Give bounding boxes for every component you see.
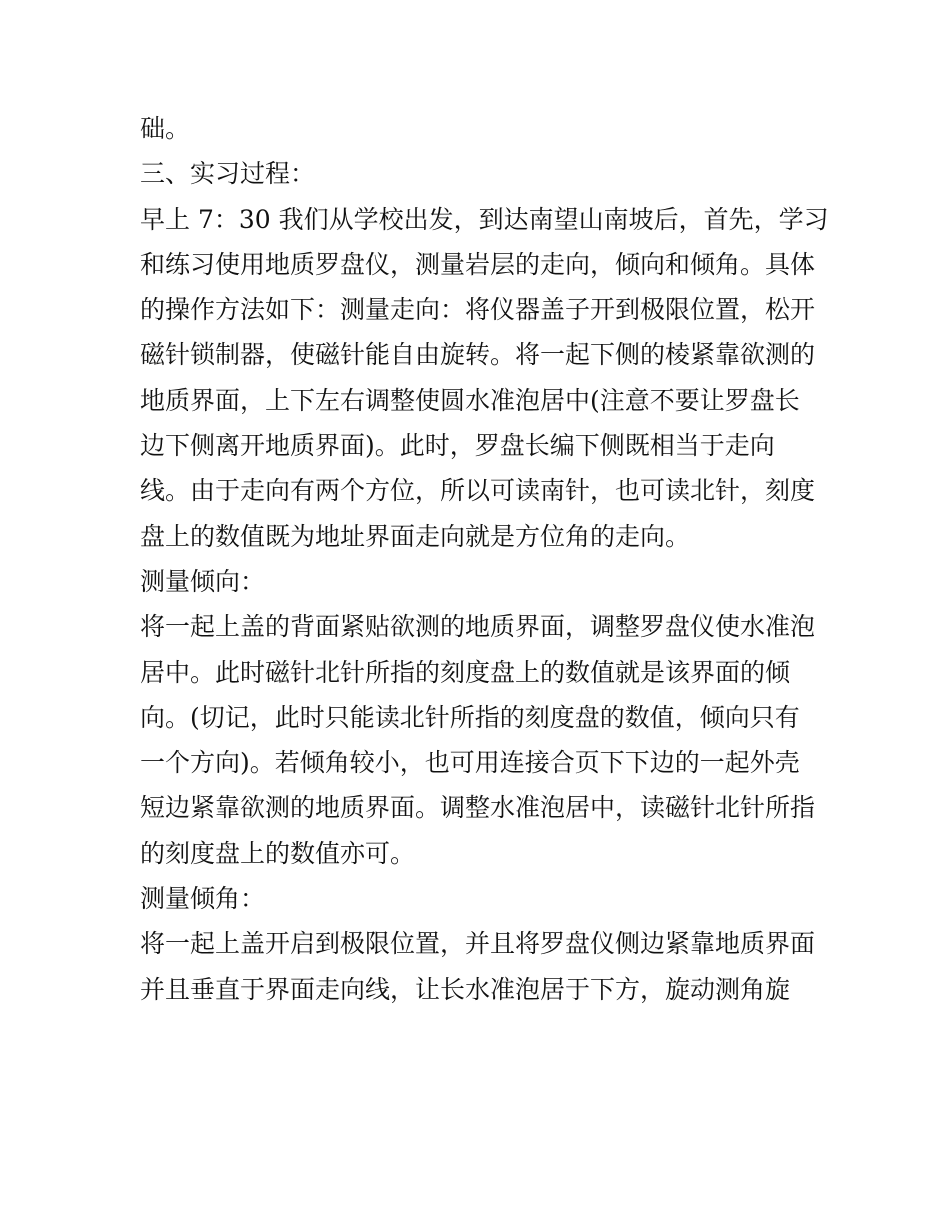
paragraph-line: 的操作方法如下：测量走向：将仪器盖子开到极限位置，松开: [140, 295, 816, 325]
paragraph-line: 并且垂直于界面走向线，让长水准泡居于下方，旋动测角旋: [140, 974, 791, 1004]
subheading: 测量倾角：: [140, 884, 266, 914]
paragraph-line: 础。: [140, 114, 191, 143]
paragraph-line: 向。(切记，此时只能读北针所指的刻度盘的数值，倾向只有: [140, 702, 800, 732]
paragraph-line: 短边紧靠欲测的地质界面。调整水准泡居中，读磁针北针所指: [140, 793, 816, 823]
paragraph-line: 一个方向)。若倾角较小，也可用连接合页下下边的一起外壳: [140, 748, 800, 778]
paragraph-line: 磁针锁制器，使磁针能自由旋转。将一起下侧的棱紧靠欲测的: [140, 340, 816, 370]
document-body: [140, 106, 830, 1012]
paragraph-line: 和练习使用地质罗盘仪，测量岩层的走向，倾向和倾角。具体: [140, 249, 816, 279]
paragraph-line: 地质界面，上下左右调整使圆水准泡居中(注意不要让罗盘长: [140, 385, 800, 415]
paragraph-line: 早上 7：30 我们从学校出发，到达南望山南坡后，首先，学习: [140, 204, 829, 234]
paragraph-line: 线。由于走向有两个方位，所以可读南针，也可读北针，刻度: [140, 476, 816, 506]
subheading: 测量倾向：: [140, 566, 266, 596]
paragraph-line: 居中。此时磁针北针所指的刻度盘上的数值就是该界面的倾: [140, 657, 791, 687]
paragraph-line: 将一起上盖的背面紧贴欲测的地质界面，调整罗盘仪使水准泡: [140, 612, 816, 642]
paragraph-line: 将一起上盖开启到极限位置，并且将罗盘仪侧边紧靠地质界面: [140, 929, 816, 959]
paragraph-line: 的刻度盘上的数值亦可。: [140, 838, 416, 868]
paragraph-line: 盘上的数值既为地址界面走向就是方位角的走向。: [140, 521, 691, 551]
section-heading: 三、实习过程：: [140, 159, 316, 189]
paragraph-line: 边下侧离开地质界面)。此时，罗盘长编下侧既相当于走向: [140, 431, 775, 461]
